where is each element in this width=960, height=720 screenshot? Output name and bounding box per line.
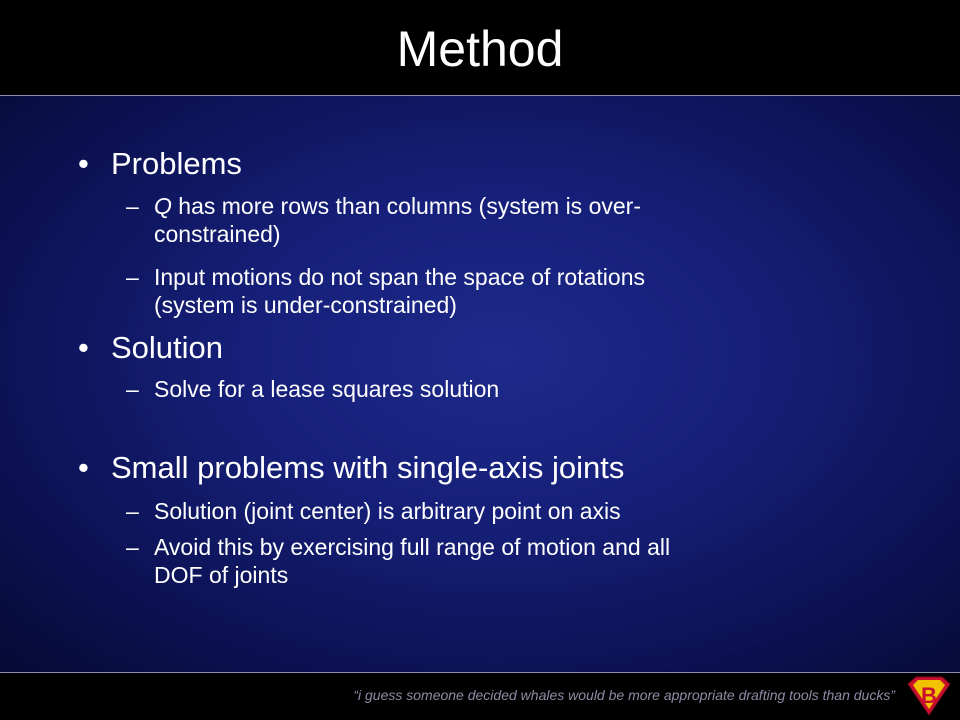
- sub-item-line2: constrained): [154, 221, 281, 247]
- sub-item-line1: Avoid this by exercising full range of motion and all: [154, 534, 671, 560]
- sub-item-text: [154, 263, 854, 319]
- logo-letter: B: [921, 683, 937, 708]
- sub-item-dash: –: [126, 193, 139, 219]
- sub-item-text: [154, 375, 854, 403]
- superman-shield-logo-icon: [906, 676, 952, 716]
- footer-quote: “i guess someone decided whales would be more appropriate drafting tools than ducks”: [353, 687, 895, 703]
- sub-item-text: [154, 497, 854, 525]
- bullet-list: [0, 96, 960, 673]
- sub-item-dash: –: [126, 376, 139, 402]
- heading-small-problems: Small problems with single-axis joints: [111, 450, 625, 485]
- slide-content: [0, 96, 960, 673]
- title-bar: [0, 0, 960, 96]
- footer: [0, 673, 960, 720]
- sub-item-line1: has more rows than columns (system is over-: [171, 193, 641, 219]
- sub-item-line2: DOF of joints: [154, 562, 289, 588]
- slide-title: Method: [396, 21, 564, 77]
- sub-item-line2: (system is under-constrained): [154, 292, 457, 318]
- emphasis-q: Q: [154, 193, 172, 219]
- sub-item-text: [154, 533, 854, 589]
- heading-solution: Solution: [111, 330, 224, 365]
- sub-item-line1: Solution (joint center) is arbitrary point on axis: [154, 498, 621, 524]
- bullet-dot: •: [78, 146, 89, 181]
- sub-item-line1: Input motions do not span the space of rotations: [154, 264, 645, 290]
- heading-problems: Problems: [111, 146, 242, 181]
- sub-item-dash: –: [126, 534, 139, 560]
- bullet-dot: •: [78, 330, 89, 365]
- sub-item-dash: –: [126, 498, 139, 524]
- sub-item-dash: –: [126, 264, 139, 290]
- bullet-dot: •: [78, 450, 89, 485]
- sub-item-line1: Solve for a lease squares solution: [154, 376, 500, 402]
- sub-item-text: [154, 192, 854, 248]
